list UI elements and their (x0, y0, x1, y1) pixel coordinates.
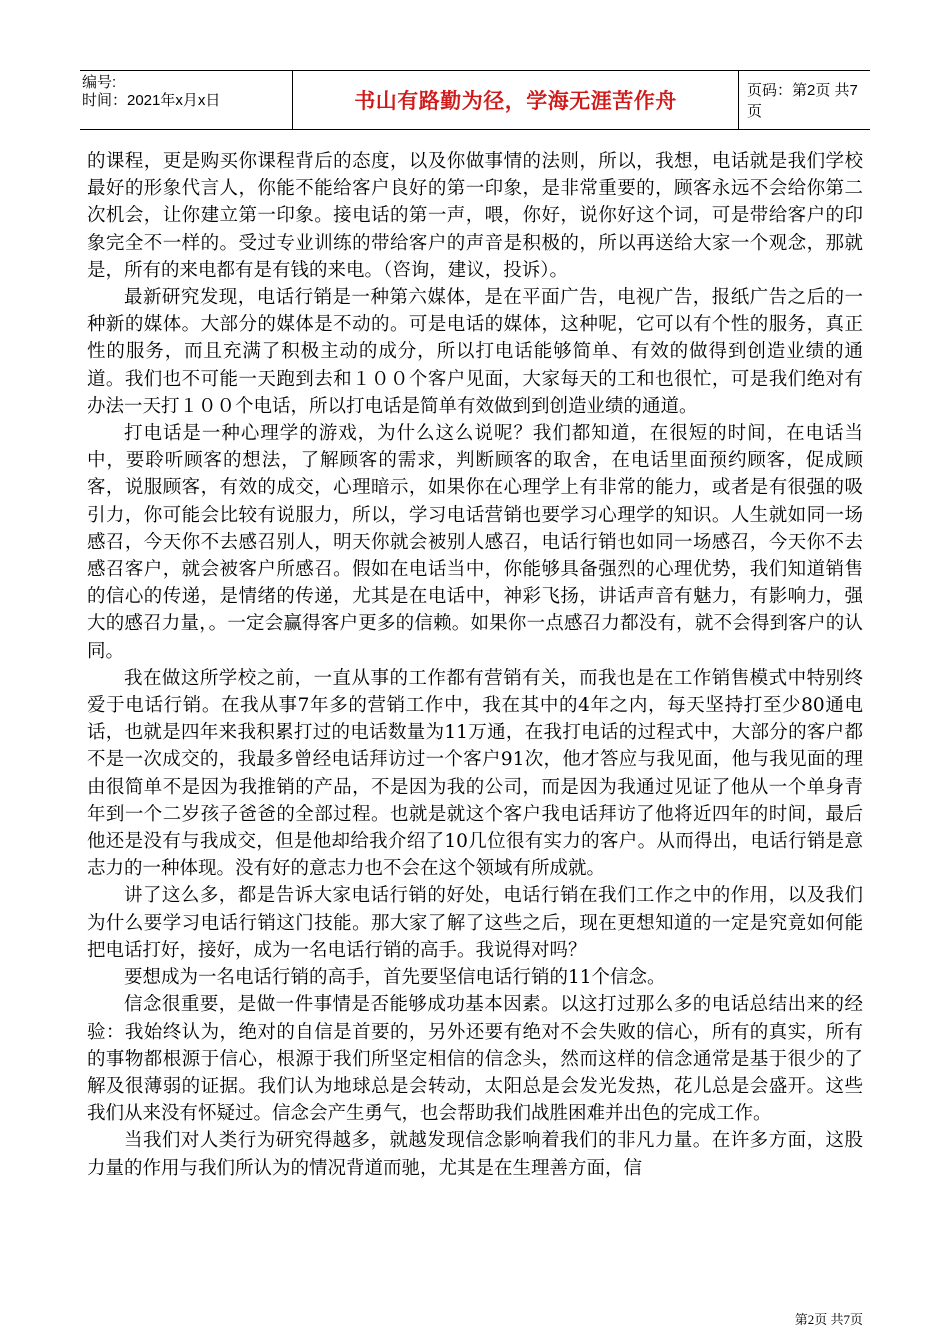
body-paragraph: 讲了这么多，都是告诉大家电话行销的好处，电话行销在我们工作之中的作用，以及我们为什么要学习电话行销这门技能。那大家了解了这些之后，现在更想知道的一定是究竟如何能把电话打好，接好，成为一名电话行销的高手。我说得对吗？ (87, 885, 863, 961)
document-body (87, 148, 863, 1182)
body-paragraph: 最新研究发现，电话行销是一种第六媒体，是在平面广告，电视广告，报纸广告之后的一种新的媒体。大部分的媒体是不动的。可是电话的媒体，这种呢，它可以有个性的服务，真正性的服务，而且充满了积极主动的成分，所以打电话能够简单、有效的做得到创造业绩的通道。我们也不可能一天跑到去和１００个客户见面，大家每天的工和也很忙，可是我们绝对有办法一天打１００个电话，所以打电话是简单有效做到到创造业绩的通道。 (87, 287, 863, 417)
page-footer: 第2页 共7页 (794, 1312, 863, 1327)
document-date-label: 时间：2021年x月x日 (82, 92, 221, 109)
header-page-code: 页码：第2页 共7页 (747, 82, 858, 120)
body-paragraph: 信念很重要，是做一件事情是否能够成功基本因素。以这打过那么多的电话总结出来的经验：我始终认为，绝对的自信是首要的，另外还要有绝对不会失败的信心，所有的真实，所有的事物都根源于信心，根源于我们所坚定相信的信念头，然而这样的信念通常是基于很少的了解及很薄弱的证据。我们认为地球总是会转动，太阳总是会发光发热，花儿总是会盛开。这些我们从来没有怀疑过。信念会产生勇气，也会帮助我们战胜困难并出色的完成工作。 (87, 994, 863, 1125)
body-paragraph: 要想成为一名电话行销的高手，首先要坚信电话行销的11个信念。 (124, 967, 666, 989)
document-number-label: 编号: (82, 74, 117, 91)
header-motto: 书山有路勤为径，学海无涯苦作舟 (293, 71, 739, 129)
body-paragraph: 打电话是一种心理学的游戏，为什么这么说呢？我们都知道，在很短的时间，在电话当中，要聆听顾客的想法，了解顾客的需求，判断顾客的取舍，在电话里面预约顾客，促成顾客，说服顾客，有效的成交，心理暗示，如果你在心理学上有非常的能力，或者是有很强的吸引力，你可能会比较有说服力，所以，学习电话营销也要学习心理学的知识。人生就如同一场感召，今天你不去感召别人，明天你就会被别人感召，电话行销也如同一场感召，今天你不去感召客户，就会被客户所感召。假如在电话当中，你能够具备强烈的心理优势，我们知道销售的信心的传递，是情绪的传递，尤其是在电话中，神彩飞扬，讲话声音有魅力，有影响力，强大的感召力量，。一定会赢得客户更多的信赖。如果你一点感召力都没有，就不会得到客户的认同。 (87, 423, 863, 662)
body-paragraph: 的课程，更是购买你课程背后的态度，以及你做事情的法则，所以，我想，电话就是我们学校最好的形象代言人，你能不能给客户良好的第一印象，是非常重要的，顾客永远不会给你第二次机会，让你建立第一印象。接电话的第一声，喂，你好，说你好这个词，可是带给客户的印象完全不一样的。受过专业训练的带给客户的声音是积极的，所以再送给大家一个观念，那就是，所有的来电都有是有钱的来电。（咨询，建议，投诉）。 (87, 151, 863, 281)
page-header (80, 70, 870, 130)
header-meta (80, 71, 293, 129)
body-paragraph: 我在做这所学校之前，一直从事的工作都有营销有关，而我也是在工作销售模式中特别终爱于电话行销。在我从事7年多的营销工作中，我在其中的4年之内，每天坚持打至少80通电话，也就是四年来我积累打过的电话数量为11万通，在我打电话的过程式中，大部分的客户都不是一次成交的，我最多曾经电话拜访过一个客户91次，他才答应与我见面，他与我见面的理由很简单不是因为我推销的产品，不是因为我的公司，而是因为我通过见证了他从一个单身青年到一个二岁孩子爸爸的全部过程。也就是就这个客户我电话拜访了他将近四年的时间，最后他还是没有与我成交，但是他却给我介绍了10几位很有实力的客户。从而得出，电话行销是意志力的一种体现。没有好的意志力也不会在这个领域有所成就。 (87, 667, 863, 880)
body-paragraph: 当我们对人类行为研究得越多，就越发现信念影响着我们的非凡力量。在许多方面，这股力量的作用与我们所认为的情况背道而驰，尤其是在生理善方面，信 (87, 1130, 863, 1179)
